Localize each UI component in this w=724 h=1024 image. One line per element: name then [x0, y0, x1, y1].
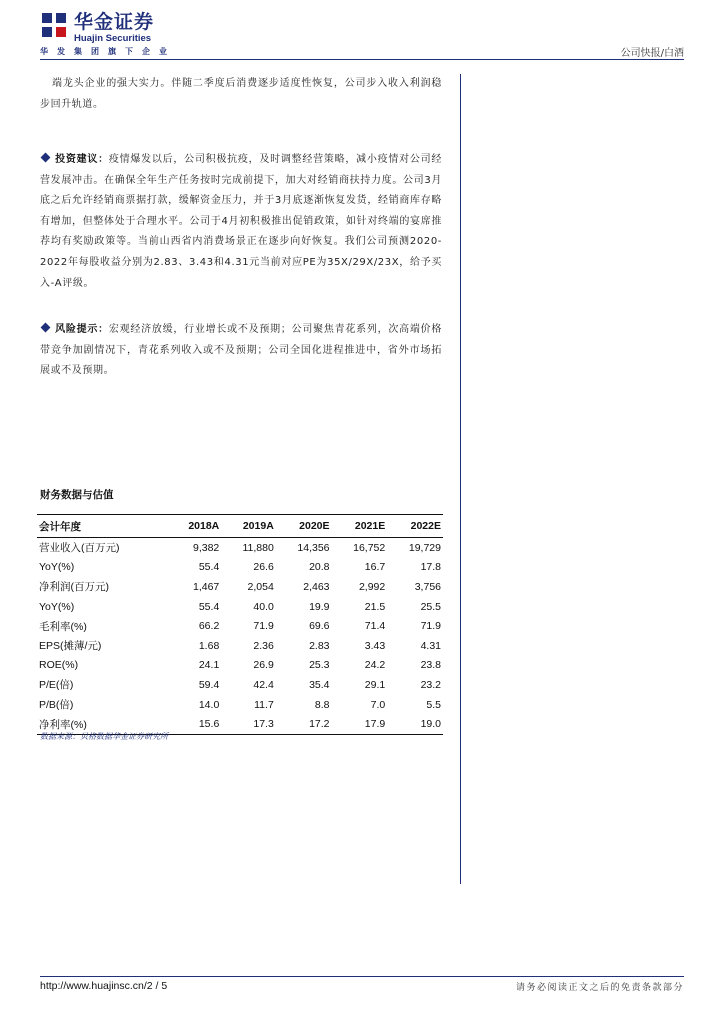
table-title: 财务数据与估值 [40, 489, 114, 501]
table-row [37, 616, 443, 636]
row-label-cell: EPS(摊薄/元) [39, 640, 102, 653]
financial-table [37, 514, 443, 735]
value-cell: 66.2 [198, 620, 220, 633]
data-source-note: 数据来源：贝格数据华金证券研究所 [40, 732, 168, 741]
table-row [37, 675, 443, 695]
column-divider [460, 74, 461, 884]
header-cell: 2020E [276, 515, 332, 538]
row-label-cell: YoY(%) [39, 561, 75, 574]
paragraph-risk-warning [40, 320, 442, 382]
value-cell: 14.0 [198, 698, 220, 711]
value-cell: 11.7 [254, 698, 274, 711]
header-cell: 会计年度 [37, 515, 167, 538]
huajin-logo-icon [40, 11, 68, 39]
table-row [37, 656, 443, 676]
value-cell: 25.5 [420, 600, 441, 613]
header-cell: 2018A [167, 515, 221, 538]
table-row [37, 597, 443, 617]
footer-url-page: http://www.huajinsc.cn/2 / 5 [40, 980, 168, 992]
value-cell: 55.4 [198, 561, 220, 574]
row-label-cell: ROE(%) [39, 659, 79, 672]
paragraph-text: 疫情爆发以后，公司积极抗疫，及时调整经营策略，减小疫情对公司经营发展冲击。在确保全年生产任务按时完成前提下，加大对经销商扶持力度。公司3月底之后允许经销商票据打款，缓解资金压力，并于3月底逐渐恢复发货，经销商库存略有增加，但整体处于合理水平。公司于4月初积极推出促销政策，如针对终端的宴席推荐均有奖励政策等。当前山西省内消费场景正在逐步向好恢复。我们公司预测2020-2022年每股收益分别为2.83、3.43和4.31元当前对应PE为35X/29X/23X，给予买入-A评级。 [40, 154, 442, 289]
value-cell: 2,992 [358, 580, 386, 593]
value-cell: 17.9 [332, 714, 388, 734]
value-cell: 14,356 [297, 541, 330, 554]
brand-tagline: 华发集团旗下企业 [40, 47, 176, 56]
table-row [37, 577, 443, 597]
value-cell: 71.4 [364, 620, 386, 633]
value-cell: 59.4 [198, 678, 220, 691]
table-row [37, 538, 443, 558]
value-cell: 9,382 [193, 541, 220, 554]
brand-name-en: Huajin Securities [74, 33, 152, 44]
value-cell: 55.4 [198, 600, 220, 613]
value-cell: 26.6 [253, 561, 274, 574]
table-header-row [37, 515, 443, 538]
value-cell: 19.9 [309, 600, 330, 613]
value-cell: 7.0 [370, 698, 386, 711]
company-logo [40, 11, 170, 47]
value-cell: 71.9 [253, 620, 274, 633]
value-cell: 26.9 [253, 659, 274, 672]
row-label-cell: P/B(倍) [39, 699, 74, 712]
report-category: 公司快报/白酒 [620, 48, 684, 59]
row-label-cell: 净利率(%) [37, 714, 167, 734]
header-divider [40, 59, 684, 60]
value-cell: 69.6 [309, 620, 330, 633]
value-cell: 17.3 [221, 714, 276, 734]
value-cell: 15.6 [167, 714, 221, 734]
paragraph-lead: 风险提示： [55, 324, 109, 335]
value-cell: 2.83 [309, 639, 330, 652]
row-label-cell: P/E(倍) [39, 679, 74, 692]
value-cell: 24.1 [198, 659, 220, 672]
value-cell: 71.9 [420, 620, 441, 633]
diamond-bullet-icon [41, 153, 51, 163]
value-cell: 21.5 [364, 600, 386, 613]
value-cell: 16.7 [364, 561, 386, 574]
footer-disclaimer: 请务必阅读正文之后的免责条款部分 [515, 983, 684, 993]
value-cell: 20.8 [309, 561, 330, 574]
value-cell: 4.31 [420, 639, 441, 652]
value-cell: 29.1 [364, 678, 386, 691]
value-cell: 2,054 [247, 580, 274, 593]
value-cell: 3,756 [414, 580, 441, 593]
value-cell: 35.4 [309, 678, 330, 691]
value-cell: 5.5 [426, 698, 441, 711]
table-row [37, 636, 443, 656]
value-cell: 40.0 [253, 600, 274, 613]
value-cell: 2,463 [303, 580, 330, 593]
paragraph-text: 宏观经济放缓，行业增长或不及预期；公司聚焦青花系列，次高端价格带竞争加剧情况下，青花系列收入或不及预期；公司全国化进程推进中，省外市场拓展或不及预期。 [40, 324, 442, 377]
row-label-cell: YoY(%) [39, 600, 75, 613]
value-cell: 23.2 [420, 678, 441, 691]
value-cell: 1,467 [193, 580, 220, 593]
value-cell: 19.0 [387, 714, 443, 734]
table-row [37, 558, 443, 578]
value-cell: 23.8 [420, 659, 441, 672]
diamond-bullet-icon [41, 323, 51, 333]
header-cell: 2019A [221, 515, 276, 538]
value-cell: 16,752 [353, 541, 386, 554]
value-cell: 25.3 [309, 659, 330, 672]
paragraph-investment-advice [40, 150, 442, 294]
table-row [37, 695, 443, 715]
value-cell: 2.36 [253, 639, 274, 652]
paragraph-summary [40, 74, 442, 115]
header-cell: 2022E [387, 515, 443, 538]
value-cell: 19,729 [408, 541, 441, 554]
footer-divider [40, 976, 684, 977]
value-cell: 8.8 [314, 698, 330, 711]
value-cell: 1.68 [198, 639, 220, 652]
value-cell: 17.8 [420, 561, 441, 574]
brand-name-cn: 华金证券 [74, 11, 155, 33]
value-cell: 17.2 [276, 714, 332, 734]
value-cell: 3.43 [364, 639, 386, 652]
row-label-cell: 毛利率(%) [39, 620, 87, 633]
value-cell: 11,880 [242, 541, 274, 554]
row-label-cell: 净利润(百万元) [39, 581, 109, 594]
header-cell: 2021E [332, 515, 388, 538]
value-cell: 42.4 [253, 678, 274, 691]
paragraph-lead: 投资建议： [55, 154, 109, 165]
paragraph-text: 端龙头企业的强大实力。伴随二季度后消费逐步适度性恢复，公司步入收入利润稳步回升轨道。 [40, 78, 442, 110]
row-label-cell: 营业收入(百万元) [39, 542, 120, 555]
value-cell: 24.2 [364, 659, 386, 672]
